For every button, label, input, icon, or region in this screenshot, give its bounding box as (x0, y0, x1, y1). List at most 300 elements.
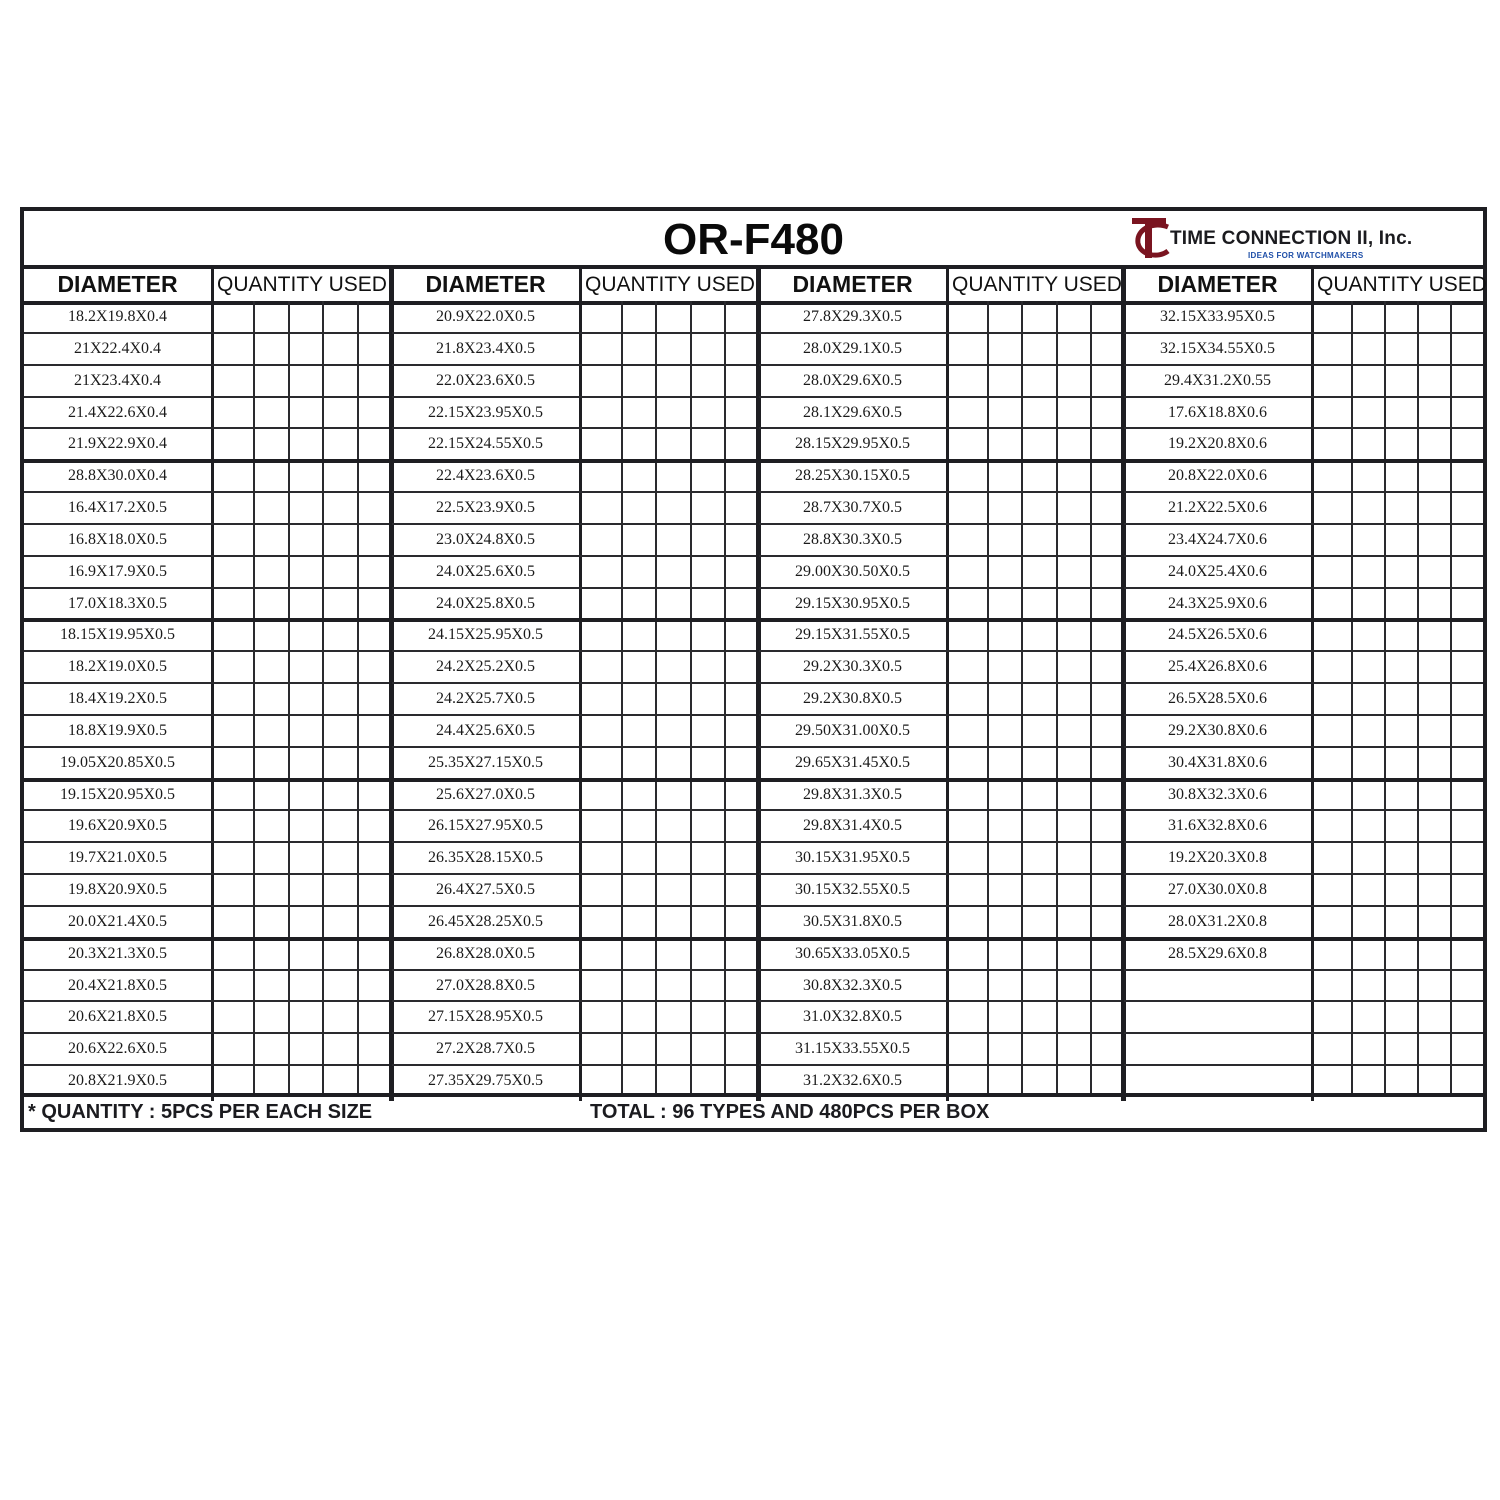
quantity-checkbox[interactable] (690, 619, 725, 651)
quantity-checkbox[interactable] (218, 970, 253, 1002)
quantity-checkbox[interactable] (586, 588, 621, 620)
quantity-checkbox[interactable] (655, 524, 690, 556)
quantity-checkbox[interactable] (1417, 556, 1450, 588)
quantity-checkbox[interactable] (655, 874, 690, 906)
quantity-checkbox[interactable] (288, 1033, 323, 1065)
quantity-checkbox[interactable] (322, 460, 357, 492)
quantity-checkbox[interactable] (1318, 651, 1351, 683)
quantity-checkbox[interactable] (1090, 588, 1124, 620)
quantity-checkbox[interactable] (953, 651, 987, 683)
quantity-checkbox[interactable] (1417, 747, 1450, 779)
quantity-checkbox[interactable] (1384, 1033, 1417, 1065)
quantity-checkbox[interactable] (1384, 1001, 1417, 1033)
quantity-checkbox[interactable] (1056, 619, 1090, 651)
quantity-checkbox[interactable] (288, 588, 323, 620)
quantity-checkbox[interactable] (1351, 683, 1384, 715)
quantity-checkbox[interactable] (690, 460, 725, 492)
quantity-checkbox[interactable] (357, 460, 392, 492)
quantity-checkbox[interactable] (1056, 715, 1090, 747)
quantity-checkbox[interactable] (1090, 842, 1124, 874)
quantity-checkbox[interactable] (690, 588, 725, 620)
quantity-checkbox[interactable] (253, 651, 288, 683)
quantity-checkbox[interactable] (1417, 906, 1450, 938)
quantity-checkbox[interactable] (218, 397, 253, 429)
quantity-checkbox[interactable] (1021, 333, 1055, 365)
quantity-checkbox[interactable] (724, 524, 759, 556)
quantity-checkbox[interactable] (690, 1033, 725, 1065)
quantity-checkbox[interactable] (1318, 428, 1351, 460)
quantity-checkbox[interactable] (218, 556, 253, 588)
quantity-checkbox[interactable] (1384, 747, 1417, 779)
quantity-checkbox[interactable] (253, 715, 288, 747)
quantity-checkbox[interactable] (357, 683, 392, 715)
quantity-checkbox[interactable] (288, 906, 323, 938)
quantity-checkbox[interactable] (253, 1033, 288, 1065)
quantity-checkbox[interactable] (1417, 874, 1450, 906)
quantity-checkbox[interactable] (724, 651, 759, 683)
quantity-checkbox[interactable] (1351, 747, 1384, 779)
quantity-checkbox[interactable] (1318, 1033, 1351, 1065)
quantity-checkbox[interactable] (218, 747, 253, 779)
quantity-checkbox[interactable] (953, 1001, 987, 1033)
quantity-checkbox[interactable] (655, 619, 690, 651)
quantity-checkbox[interactable] (724, 1033, 759, 1065)
quantity-checkbox[interactable] (253, 301, 288, 333)
quantity-checkbox[interactable] (987, 588, 1021, 620)
quantity-checkbox[interactable] (1021, 842, 1055, 874)
quantity-checkbox[interactable] (690, 842, 725, 874)
quantity-checkbox[interactable] (690, 428, 725, 460)
quantity-checkbox[interactable] (987, 556, 1021, 588)
quantity-checkbox[interactable] (322, 874, 357, 906)
quantity-checkbox[interactable] (1351, 938, 1384, 970)
quantity-checkbox[interactable] (1021, 747, 1055, 779)
quantity-checkbox[interactable] (953, 333, 987, 365)
quantity-checkbox[interactable] (1021, 492, 1055, 524)
quantity-checkbox[interactable] (1450, 556, 1483, 588)
quantity-checkbox[interactable] (953, 619, 987, 651)
quantity-checkbox[interactable] (1450, 460, 1483, 492)
quantity-checkbox[interactable] (1318, 810, 1351, 842)
quantity-checkbox[interactable] (655, 1033, 690, 1065)
quantity-checkbox[interactable] (1351, 524, 1384, 556)
quantity-checkbox[interactable] (288, 397, 323, 429)
quantity-checkbox[interactable] (586, 619, 621, 651)
quantity-checkbox[interactable] (987, 492, 1021, 524)
quantity-checkbox[interactable] (1021, 619, 1055, 651)
quantity-checkbox[interactable] (1318, 779, 1351, 811)
quantity-checkbox[interactable] (1351, 365, 1384, 397)
quantity-checkbox[interactable] (655, 938, 690, 970)
quantity-checkbox[interactable] (1090, 397, 1124, 429)
quantity-checkbox[interactable] (953, 428, 987, 460)
quantity-checkbox[interactable] (690, 524, 725, 556)
quantity-checkbox[interactable] (655, 715, 690, 747)
quantity-checkbox[interactable] (690, 333, 725, 365)
quantity-checkbox[interactable] (253, 1001, 288, 1033)
quantity-checkbox[interactable] (586, 301, 621, 333)
quantity-checkbox[interactable] (1450, 524, 1483, 556)
quantity-checkbox[interactable] (1090, 906, 1124, 938)
quantity-checkbox[interactable] (953, 842, 987, 874)
quantity-checkbox[interactable] (1384, 588, 1417, 620)
quantity-checkbox[interactable] (987, 1001, 1021, 1033)
quantity-checkbox[interactable] (987, 524, 1021, 556)
quantity-checkbox[interactable] (1450, 779, 1483, 811)
quantity-checkbox[interactable] (1318, 619, 1351, 651)
quantity-checkbox[interactable] (1021, 556, 1055, 588)
quantity-checkbox[interactable] (1021, 938, 1055, 970)
quantity-checkbox[interactable] (253, 970, 288, 1002)
quantity-checkbox[interactable] (1021, 397, 1055, 429)
quantity-checkbox[interactable] (655, 970, 690, 1002)
quantity-checkbox[interactable] (655, 397, 690, 429)
quantity-checkbox[interactable] (586, 747, 621, 779)
quantity-checkbox[interactable] (621, 683, 656, 715)
quantity-checkbox[interactable] (1056, 810, 1090, 842)
quantity-checkbox[interactable] (586, 810, 621, 842)
quantity-checkbox[interactable] (690, 747, 725, 779)
quantity-checkbox[interactable] (1450, 715, 1483, 747)
quantity-checkbox[interactable] (1056, 365, 1090, 397)
quantity-checkbox[interactable] (1417, 492, 1450, 524)
quantity-checkbox[interactable] (586, 651, 621, 683)
quantity-checkbox[interactable] (586, 365, 621, 397)
quantity-checkbox[interactable] (1021, 874, 1055, 906)
quantity-checkbox[interactable] (1021, 588, 1055, 620)
quantity-checkbox[interactable] (1384, 397, 1417, 429)
quantity-checkbox[interactable] (1351, 810, 1384, 842)
quantity-checkbox[interactable] (1351, 779, 1384, 811)
quantity-checkbox[interactable] (1384, 842, 1417, 874)
quantity-checkbox[interactable] (953, 588, 987, 620)
quantity-checkbox[interactable] (357, 715, 392, 747)
quantity-checkbox[interactable] (655, 460, 690, 492)
quantity-checkbox[interactable] (288, 970, 323, 1002)
quantity-checkbox[interactable] (322, 1033, 357, 1065)
quantity-checkbox[interactable] (1021, 365, 1055, 397)
quantity-checkbox[interactable] (1056, 397, 1090, 429)
quantity-checkbox[interactable] (253, 938, 288, 970)
quantity-checkbox[interactable] (621, 842, 656, 874)
quantity-checkbox[interactable] (655, 301, 690, 333)
quantity-checkbox[interactable] (1384, 683, 1417, 715)
quantity-checkbox[interactable] (690, 301, 725, 333)
quantity-checkbox[interactable] (655, 492, 690, 524)
quantity-checkbox[interactable] (724, 874, 759, 906)
quantity-checkbox[interactable] (655, 588, 690, 620)
quantity-checkbox[interactable] (253, 492, 288, 524)
quantity-checkbox[interactable] (1318, 970, 1351, 1002)
quantity-checkbox[interactable] (621, 365, 656, 397)
quantity-checkbox[interactable] (987, 842, 1021, 874)
quantity-checkbox[interactable] (724, 1001, 759, 1033)
quantity-checkbox[interactable] (724, 619, 759, 651)
quantity-checkbox[interactable] (1450, 428, 1483, 460)
quantity-checkbox[interactable] (288, 938, 323, 970)
quantity-checkbox[interactable] (586, 524, 621, 556)
quantity-checkbox[interactable] (621, 428, 656, 460)
quantity-checkbox[interactable] (621, 333, 656, 365)
quantity-checkbox[interactable] (1021, 301, 1055, 333)
quantity-checkbox[interactable] (987, 428, 1021, 460)
quantity-checkbox[interactable] (1090, 1033, 1124, 1065)
quantity-checkbox[interactable] (253, 906, 288, 938)
quantity-checkbox[interactable] (621, 906, 656, 938)
quantity-checkbox[interactable] (724, 365, 759, 397)
quantity-checkbox[interactable] (586, 906, 621, 938)
quantity-checkbox[interactable] (1318, 906, 1351, 938)
quantity-checkbox[interactable] (322, 524, 357, 556)
quantity-checkbox[interactable] (724, 938, 759, 970)
quantity-checkbox[interactable] (621, 747, 656, 779)
quantity-checkbox[interactable] (288, 365, 323, 397)
quantity-checkbox[interactable] (987, 938, 1021, 970)
quantity-checkbox[interactable] (1450, 938, 1483, 970)
quantity-checkbox[interactable] (1384, 524, 1417, 556)
quantity-checkbox[interactable] (1450, 365, 1483, 397)
quantity-checkbox[interactable] (586, 397, 621, 429)
quantity-checkbox[interactable] (253, 397, 288, 429)
quantity-checkbox[interactable] (1450, 842, 1483, 874)
quantity-checkbox[interactable] (987, 619, 1021, 651)
quantity-checkbox[interactable] (621, 938, 656, 970)
quantity-checkbox[interactable] (1318, 683, 1351, 715)
quantity-checkbox[interactable] (322, 1001, 357, 1033)
quantity-checkbox[interactable] (724, 556, 759, 588)
quantity-checkbox[interactable] (724, 970, 759, 1002)
quantity-checkbox[interactable] (1318, 460, 1351, 492)
quantity-checkbox[interactable] (1450, 970, 1483, 1002)
quantity-checkbox[interactable] (1056, 651, 1090, 683)
quantity-checkbox[interactable] (218, 524, 253, 556)
quantity-checkbox[interactable] (987, 333, 1021, 365)
quantity-checkbox[interactable] (953, 683, 987, 715)
quantity-checkbox[interactable] (218, 365, 253, 397)
quantity-checkbox[interactable] (1056, 906, 1090, 938)
quantity-checkbox[interactable] (1021, 683, 1055, 715)
quantity-checkbox[interactable] (987, 460, 1021, 492)
quantity-checkbox[interactable] (1384, 619, 1417, 651)
quantity-checkbox[interactable] (1090, 460, 1124, 492)
quantity-checkbox[interactable] (953, 365, 987, 397)
quantity-checkbox[interactable] (987, 397, 1021, 429)
quantity-checkbox[interactable] (1384, 428, 1417, 460)
quantity-checkbox[interactable] (1417, 779, 1450, 811)
quantity-checkbox[interactable] (1090, 556, 1124, 588)
quantity-checkbox[interactable] (586, 428, 621, 460)
quantity-checkbox[interactable] (987, 1033, 1021, 1065)
quantity-checkbox[interactable] (1056, 524, 1090, 556)
quantity-checkbox[interactable] (322, 970, 357, 1002)
quantity-checkbox[interactable] (1417, 619, 1450, 651)
quantity-checkbox[interactable] (253, 460, 288, 492)
quantity-checkbox[interactable] (724, 301, 759, 333)
quantity-checkbox[interactable] (586, 1001, 621, 1033)
quantity-checkbox[interactable] (1417, 970, 1450, 1002)
quantity-checkbox[interactable] (1021, 1001, 1055, 1033)
quantity-checkbox[interactable] (322, 333, 357, 365)
quantity-checkbox[interactable] (724, 747, 759, 779)
quantity-checkbox[interactable] (1090, 810, 1124, 842)
quantity-checkbox[interactable] (357, 842, 392, 874)
quantity-checkbox[interactable] (724, 460, 759, 492)
quantity-checkbox[interactable] (1417, 333, 1450, 365)
quantity-checkbox[interactable] (253, 683, 288, 715)
quantity-checkbox[interactable] (1056, 1033, 1090, 1065)
quantity-checkbox[interactable] (621, 779, 656, 811)
quantity-checkbox[interactable] (655, 365, 690, 397)
quantity-checkbox[interactable] (1021, 906, 1055, 938)
quantity-checkbox[interactable] (322, 651, 357, 683)
quantity-checkbox[interactable] (1090, 651, 1124, 683)
quantity-checkbox[interactable] (1318, 301, 1351, 333)
quantity-checkbox[interactable] (1417, 1033, 1450, 1065)
quantity-checkbox[interactable] (1417, 842, 1450, 874)
quantity-checkbox[interactable] (1384, 970, 1417, 1002)
quantity-checkbox[interactable] (1090, 365, 1124, 397)
quantity-checkbox[interactable] (655, 747, 690, 779)
quantity-checkbox[interactable] (288, 842, 323, 874)
quantity-checkbox[interactable] (953, 747, 987, 779)
quantity-checkbox[interactable] (621, 556, 656, 588)
quantity-checkbox[interactable] (322, 779, 357, 811)
quantity-checkbox[interactable] (586, 842, 621, 874)
quantity-checkbox[interactable] (1384, 365, 1417, 397)
quantity-checkbox[interactable] (1351, 874, 1384, 906)
quantity-checkbox[interactable] (690, 397, 725, 429)
quantity-checkbox[interactable] (357, 906, 392, 938)
quantity-checkbox[interactable] (357, 1001, 392, 1033)
quantity-checkbox[interactable] (586, 556, 621, 588)
quantity-checkbox[interactable] (218, 842, 253, 874)
quantity-checkbox[interactable] (586, 970, 621, 1002)
quantity-checkbox[interactable] (586, 460, 621, 492)
quantity-checkbox[interactable] (1450, 1033, 1483, 1065)
quantity-checkbox[interactable] (1318, 492, 1351, 524)
quantity-checkbox[interactable] (690, 779, 725, 811)
quantity-checkbox[interactable] (655, 842, 690, 874)
quantity-checkbox[interactable] (1417, 651, 1450, 683)
quantity-checkbox[interactable] (621, 524, 656, 556)
quantity-checkbox[interactable] (1318, 938, 1351, 970)
quantity-checkbox[interactable] (1351, 301, 1384, 333)
quantity-checkbox[interactable] (253, 619, 288, 651)
quantity-checkbox[interactable] (1450, 301, 1483, 333)
quantity-checkbox[interactable] (1090, 619, 1124, 651)
quantity-checkbox[interactable] (1056, 428, 1090, 460)
quantity-checkbox[interactable] (1056, 938, 1090, 970)
quantity-checkbox[interactable] (724, 428, 759, 460)
quantity-checkbox[interactable] (322, 619, 357, 651)
quantity-checkbox[interactable] (1351, 588, 1384, 620)
quantity-checkbox[interactable] (218, 301, 253, 333)
quantity-checkbox[interactable] (322, 715, 357, 747)
quantity-checkbox[interactable] (690, 874, 725, 906)
quantity-checkbox[interactable] (621, 397, 656, 429)
quantity-checkbox[interactable] (322, 906, 357, 938)
quantity-checkbox[interactable] (357, 492, 392, 524)
quantity-checkbox[interactable] (288, 333, 323, 365)
quantity-checkbox[interactable] (1021, 428, 1055, 460)
quantity-checkbox[interactable] (953, 556, 987, 588)
quantity-checkbox[interactable] (1021, 970, 1055, 1002)
quantity-checkbox[interactable] (322, 683, 357, 715)
quantity-checkbox[interactable] (1056, 1001, 1090, 1033)
quantity-checkbox[interactable] (1450, 619, 1483, 651)
quantity-checkbox[interactable] (690, 651, 725, 683)
quantity-checkbox[interactable] (1417, 810, 1450, 842)
quantity-checkbox[interactable] (1351, 1001, 1384, 1033)
quantity-checkbox[interactable] (288, 1001, 323, 1033)
quantity-checkbox[interactable] (724, 715, 759, 747)
quantity-checkbox[interactable] (655, 779, 690, 811)
quantity-checkbox[interactable] (1090, 715, 1124, 747)
quantity-checkbox[interactable] (953, 715, 987, 747)
quantity-checkbox[interactable] (357, 333, 392, 365)
quantity-checkbox[interactable] (1056, 460, 1090, 492)
quantity-checkbox[interactable] (218, 619, 253, 651)
quantity-checkbox[interactable] (1090, 492, 1124, 524)
quantity-checkbox[interactable] (724, 842, 759, 874)
quantity-checkbox[interactable] (1056, 333, 1090, 365)
quantity-checkbox[interactable] (1056, 683, 1090, 715)
quantity-checkbox[interactable] (253, 588, 288, 620)
quantity-checkbox[interactable] (1450, 397, 1483, 429)
quantity-checkbox[interactable] (655, 556, 690, 588)
quantity-checkbox[interactable] (1090, 524, 1124, 556)
quantity-checkbox[interactable] (288, 810, 323, 842)
quantity-checkbox[interactable] (987, 651, 1021, 683)
quantity-checkbox[interactable] (288, 715, 323, 747)
quantity-checkbox[interactable] (655, 906, 690, 938)
quantity-checkbox[interactable] (621, 619, 656, 651)
quantity-checkbox[interactable] (1417, 524, 1450, 556)
quantity-checkbox[interactable] (1090, 683, 1124, 715)
quantity-checkbox[interactable] (1417, 588, 1450, 620)
quantity-checkbox[interactable] (1056, 874, 1090, 906)
quantity-checkbox[interactable] (1318, 874, 1351, 906)
quantity-checkbox[interactable] (322, 428, 357, 460)
quantity-checkbox[interactable] (621, 492, 656, 524)
quantity-checkbox[interactable] (288, 651, 323, 683)
quantity-checkbox[interactable] (288, 460, 323, 492)
quantity-checkbox[interactable] (322, 747, 357, 779)
quantity-checkbox[interactable] (953, 779, 987, 811)
quantity-checkbox[interactable] (1450, 492, 1483, 524)
quantity-checkbox[interactable] (288, 683, 323, 715)
quantity-checkbox[interactable] (1021, 779, 1055, 811)
quantity-checkbox[interactable] (586, 683, 621, 715)
quantity-checkbox[interactable] (218, 779, 253, 811)
quantity-checkbox[interactable] (253, 747, 288, 779)
quantity-checkbox[interactable] (1056, 588, 1090, 620)
quantity-checkbox[interactable] (690, 938, 725, 970)
quantity-checkbox[interactable] (322, 842, 357, 874)
quantity-checkbox[interactable] (1351, 906, 1384, 938)
quantity-checkbox[interactable] (586, 492, 621, 524)
quantity-checkbox[interactable] (987, 779, 1021, 811)
quantity-checkbox[interactable] (1056, 970, 1090, 1002)
quantity-checkbox[interactable] (322, 492, 357, 524)
quantity-checkbox[interactable] (253, 874, 288, 906)
quantity-checkbox[interactable] (322, 556, 357, 588)
quantity-checkbox[interactable] (357, 810, 392, 842)
quantity-checkbox[interactable] (357, 970, 392, 1002)
quantity-checkbox[interactable] (953, 524, 987, 556)
quantity-checkbox[interactable] (1318, 715, 1351, 747)
quantity-checkbox[interactable] (953, 301, 987, 333)
